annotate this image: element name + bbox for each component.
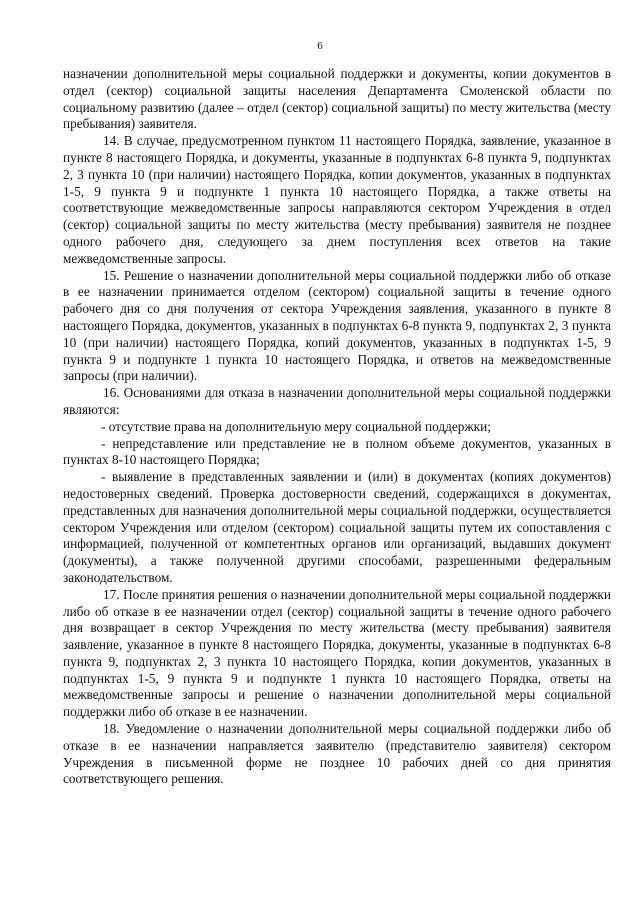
paragraph-16-item-b: - непредставление или представление не в полном объеме документов, указанных в пунктах 8-10 настоящего Порядка; bbox=[63, 435, 611, 468]
paragraph-17: 17. После принятия решения о назначении дополнительной меры социальной поддержки либо об отказе в ее назначении отдел (сектор) социальной защиты в течение одного рабочего дня возвращает в сектор Учреждения по месту жительства (месту пребывания) заявителя заявление, указанное в пункте 8 настоящего Порядка, документы, указанные в подпунктах 6-8 пункта 9, подпунктах 2, 3 пункта 10 настоящего Порядка, копии документов, указанных в подпунктах 1-5, 9 пункта 9 и подпункте 1 пункта 10 настоящего Порядка, ответы на межведомственные запросы и решение о назначении дополнительной меры социальной поддержки либо об отказе в ее назначении. bbox=[63, 586, 611, 720]
paragraph-16-item-c: - выявление в представленных заявлении и (или) в документах (копиях документов) недостоверных сведений. Проверка достоверности сведений, содержащихся в документах, представленных для назначения дополнительной меры социальной поддержки, осуществляется сектором Учреждения или отделом (сектором) социальной защиты путем их сопоставления с информацией, полученной от компетентных органов или организаций, выдавших документ (документы), а также полученной другими способами, разрешенными федеральным законодательством. bbox=[63, 469, 611, 585]
paragraph-15: 15. Решение о назначении дополнительной меры социальной поддержки либо об отказе в ее назначении принимается отделом (сектором) социальной защиты в течение одного рабочего дня со дня получения от сектора Учреждения заявления, указанного в пункте 8 настоящего Порядка, документов, указанных в подпунктах 6-8 пункта 9, подпунктах 2, 3 пункта 10 (при наличии) настоящего Порядка, копий документов, указанных в подпунктах 1-5, 9 пункта 9 и подпункте 1 пункта 10 настоящего Порядка, и ответов на межведомственные запросы (при наличии). bbox=[63, 267, 611, 384]
paragraph-continuation: назначении дополнительной меры социальной поддержки и документы, копии документов в отдел (сектор) социальной защиты населения Департамента Смоленской области по социальному развитию (далее – отдел (сектор) социальной защиты) по месту жительства (месту пребывания) заявителя. bbox=[63, 66, 611, 132]
document-body bbox=[63, 66, 611, 788]
paragraph-14: 14. В случае, предусмотренном пунктом 11 настоящего Порядка, заявление, указанное в пункте 8 настоящего Порядка, и документы, указанные в подпунктах 6-8 пункта 9, подпунктах 2, 3 пункта 10 (при наличии) настоящего Порядка, копии документов, указанных в подпунктах 1-5, 9 пункта 9 и подпункте 1 пункта 10 настоящего Порядка, а также ответы на соответствующие межведомственные запросы направляются сектором Учреждения в отдел (сектор) социальной защиты по месту жительства (месту пребывания) заявителя не позднее одного рабочего дня, следующего за днем поступления всех ответов на такие межведомственные запросы. bbox=[63, 133, 611, 266]
paragraph-18: 18. Уведомление о назначении дополнительной меры социальной поддержки либо об отказе в ее назначении направляется заявителю (представителю заявителя) сектором Учреждения в письменной форме не позднее 10 рабочих дней со дня принятия соответствующего решения. bbox=[63, 721, 611, 787]
paragraph-16-item-a: - отсутствие права на дополнительную меру социальной поддержки; bbox=[101, 418, 491, 434]
paragraph-16: 16. Основаниями для отказа в назначении дополнительной меры социальной поддержки являются: bbox=[63, 385, 611, 417]
page-number: 6 bbox=[317, 40, 323, 52]
